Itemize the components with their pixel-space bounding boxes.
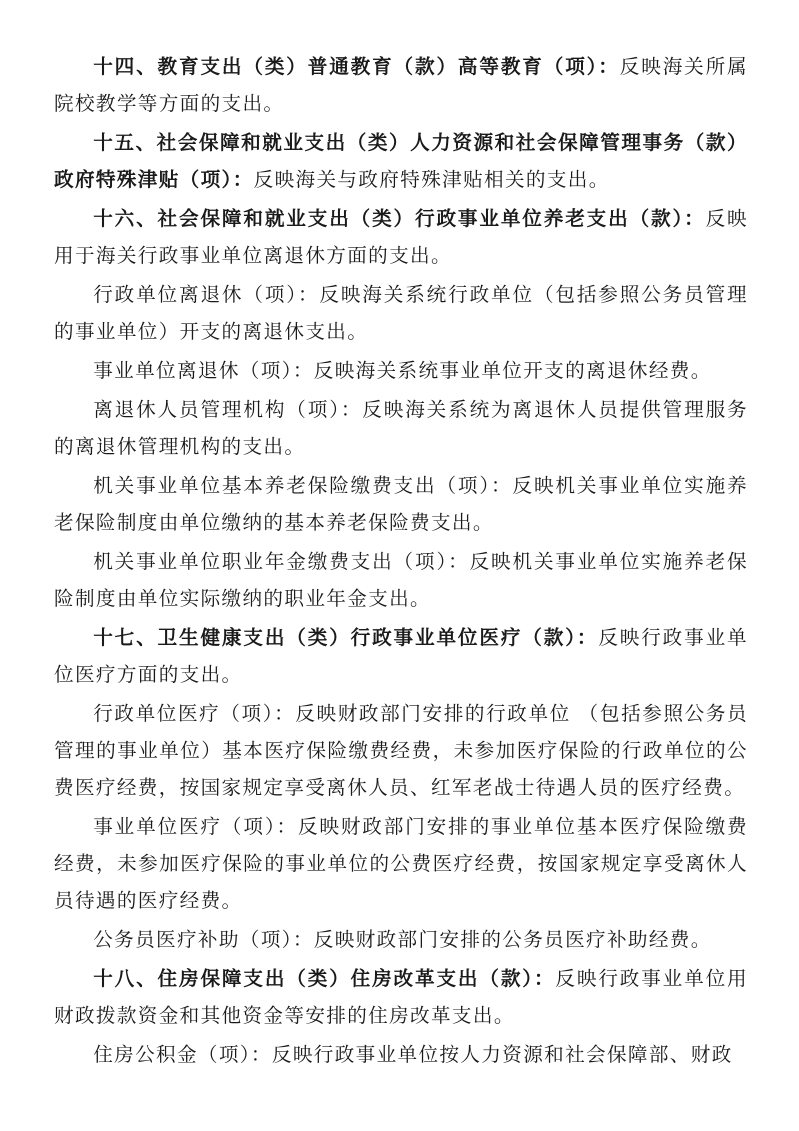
paragraph-text: 事业单位离退休（项）：反映海关系统事业单位开支的离退休经费。 [93,359,712,382]
paragraph-text: 事业单位医疗（项）：反映财政部门安排的事业单位基本医疗保险缴费经费，未参加医疗保险的事业单位的公费医疗经费，按国家规定享受离休人员待遇的医疗经费。 [54,815,748,912]
paragraph-text: 反映用于海关行政事业单位离退休方面的支出。 [54,207,748,267]
paragraph-16-item-2 [54,352,748,389]
paragraph-15 [54,124,748,198]
paragraph-16-item-3 [54,391,748,465]
paragraph-text: 反映海关所属院校教学等方面的支出。 [54,55,749,115]
paragraph-18-item-1 [54,1036,748,1073]
paragraph-18 [54,960,748,1034]
paragraph-text: 行政单位医疗（项）：反映财政部门安排的行政单位 （包括参照公务员管理的事业单位）基本医疗保险缴费经费，未参加医疗保险的行政单位的公费医疗经费，按国家规定享受离休人员、红军老战士待遇人员的医疗经费。 [54,702,748,799]
paragraph-14 [54,48,748,122]
paragraph-text: 行政单位离退休（项）：反映海关系统行政单位（包括参照公务员管理的事业单位）开支的离退休支出。 [54,283,748,343]
paragraph-text: 住房公积金（项）：反映行政事业单位按人力资源和社会保障部、财政 [93,1043,733,1066]
paragraph-16-item-1 [54,276,748,350]
paragraph-heading: 十七、卫生健康支出（类）行政事业单位医疗（款）： [93,626,599,649]
paragraph-text: 反映海关与政府特殊津贴相关的支出。 [253,168,610,191]
paragraph-16-item-5 [54,543,748,617]
paragraph-17 [54,619,748,693]
document-page [54,48,748,1073]
paragraph-text: 离退休人员管理机构（项）：反映海关系统为离退休人员提供管理服务的离退休管理机构的支出。 [54,398,748,458]
paragraph-text: 公务员医疗补助（项）：反映财政部门安排的公务员医疗补助经费。 [93,928,712,951]
paragraph-16-item-4 [54,467,748,541]
paragraph-text: 机关事业单位基本养老保险缴费支出（项）：反映机关事业单位实施养老保险制度由单位缴纳的基本养老保险费支出。 [54,474,748,534]
paragraph-heading: 十八、住房保障支出（类）住房改革支出（款）： [93,967,556,990]
paragraph-17-item-1 [54,695,748,806]
paragraph-text: 反映行政事业单位用财政拨款资金和其他资金等安排的住房改革支出。 [54,967,748,1027]
paragraph-17-item-2 [54,808,748,919]
paragraph-heading: 十六、社会保障和就业支出（类）行政事业单位养老支出（款）： [93,207,706,230]
paragraph-heading: 十五、社会保障和就业支出（类）人力资源和社会保障管理事务（款）政府特殊津贴（项）： [54,131,748,191]
paragraph-17-item-3 [54,921,748,958]
paragraph-text: 机关事业单位职业年金缴费支出（项）：反映机关事业单位实施养老保险制度由单位实际缴纳的职业年金支出。 [54,550,748,610]
paragraph-text: 反映行政事业单位医疗方面的支出。 [54,626,748,686]
paragraph-16 [54,200,748,274]
paragraph-heading: 十四、教育支出（类）普通教育（款）高等教育（项）： [93,55,620,78]
